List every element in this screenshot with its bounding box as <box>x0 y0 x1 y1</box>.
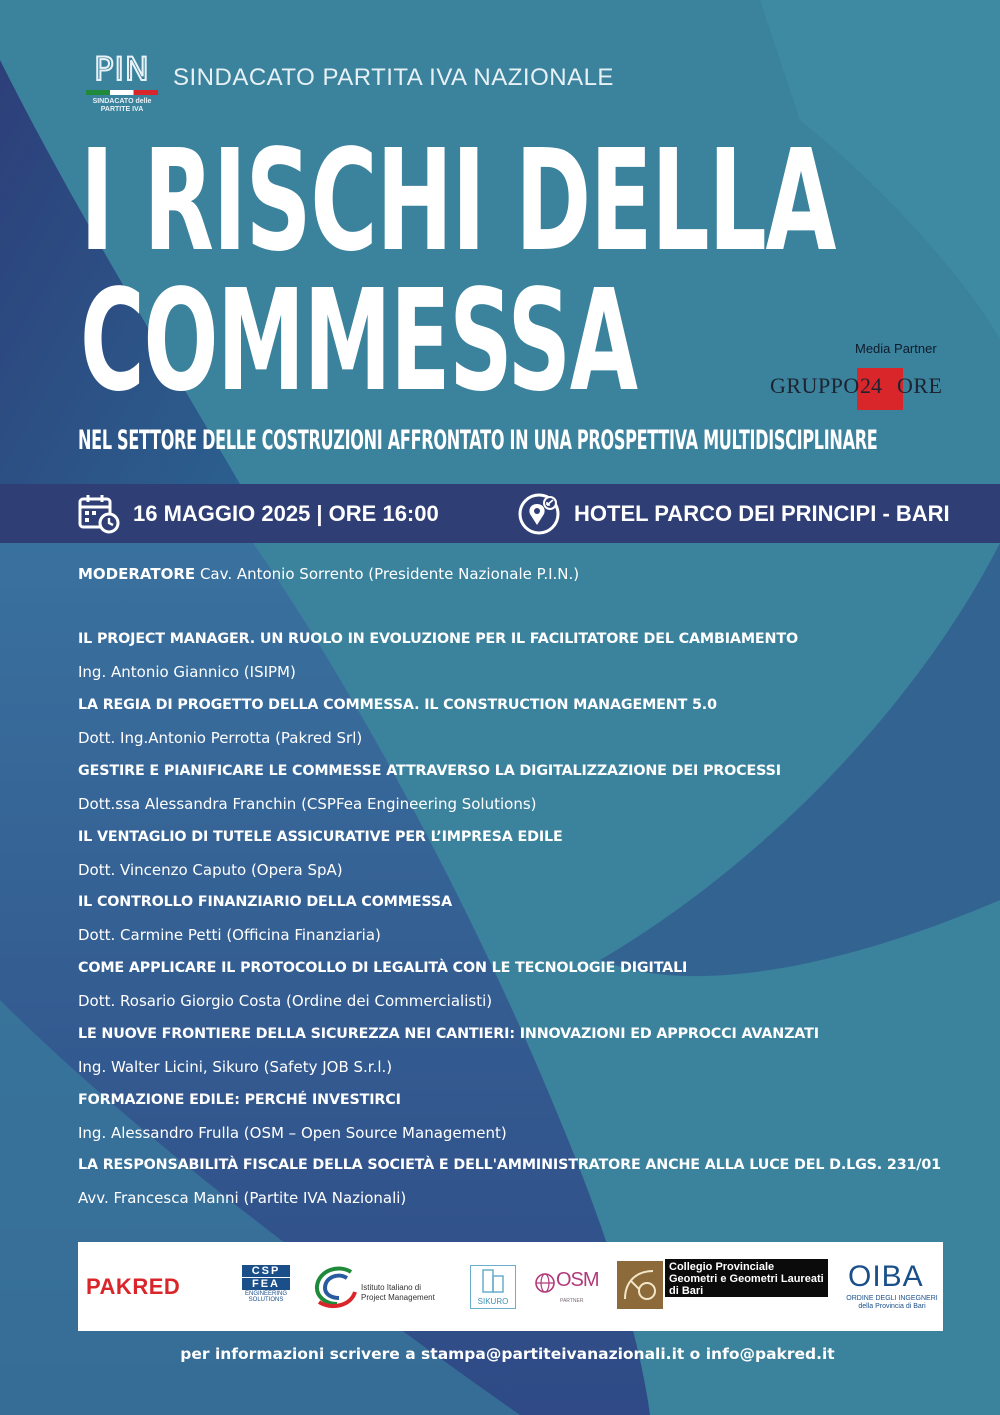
gruppo-24-ore-text-right: ORE <box>897 373 943 398</box>
talk-speaker-6: Dott. Rosario Giorgio Costa (Ordine dei Commercialisti) <box>78 992 493 1010</box>
talk-title-2: LA REGIA DI PROGETTO DELLA COMMESSA. IL CONSTRUCTION MANAGEMENT 5.0 <box>78 697 717 713</box>
pin-logo-subtext-1: SINDACATO delle <box>92 98 152 105</box>
gruppo-24-ore-logo <box>770 368 950 408</box>
event-title-line-1: I RISCHI DELLA <box>80 120 836 283</box>
geometri-bari-emblem <box>617 1261 663 1309</box>
italian-flag-stripe <box>86 90 158 95</box>
talk-title-4: IL VENTAGLIO DI TUTELE ASSICURATIVE PER L’IMPRESA EDILE <box>78 829 563 845</box>
pin-logo <box>84 52 160 118</box>
cspfea-logo-row-2: FEA <box>242 1278 290 1290</box>
gruppo-24-ore-number: 24 <box>860 373 882 398</box>
talk-title-9: LA RESPONSABILITÀ FISCALE DELLA SOCIETÀ E DELL'AMMINISTRATORE ANCHE ALLA LUCE DEL D.LGS. 231/01 <box>78 1157 941 1173</box>
isipm-logo-text-1: Istituto Italiano di <box>361 1283 422 1292</box>
oiba-logo-subtext-1: ORDINE DEGLI INGEGNERI <box>846 1295 938 1302</box>
talk-speaker-7: Ing. Walter Licini, Sikuro (Safety JOB S.r.l.) <box>78 1058 393 1076</box>
cspfea-logo <box>242 1265 290 1309</box>
cspfea-logo-row-1: CSP <box>242 1265 290 1277</box>
oiba-logo <box>846 1260 938 1312</box>
talk-speaker-8: Ing. Alessandro Frulla (OSM – Open Source Management) <box>78 1124 507 1142</box>
talk-title-6: COME APPLICARE IL PROTOCOLLO DI LEGALITÀ CON LE TECNOLOGIE DIGITALI <box>78 960 688 976</box>
osm-partner-text: PARTNER <box>560 1298 584 1304</box>
moderator-line <box>78 565 579 583</box>
geometri-logo-line-3: di Bari <box>669 1285 704 1297</box>
event-title-line-2: COMMESSA <box>80 260 637 423</box>
osm-logo-text: OSM <box>556 1269 599 1291</box>
contact-info: per informazioni scrivere a stampa@partiteivanazionali.it o info@pakred.it <box>180 1345 835 1363</box>
geometri-logo-line-2: Geometri e Geometri Laureati <box>669 1273 824 1285</box>
event-subtitle: NEL SETTORE DELLE COSTRUZIONI AFFRONTATO IN UNA PROSPETTIVA MULTIDISCIPLINARE <box>78 425 878 456</box>
gruppo-24-ore-text-left: GRUPPO <box>770 373 860 398</box>
pin-logo-letters: PIN <box>94 50 150 88</box>
oiba-logo-text: OIBA <box>848 1260 924 1293</box>
moderator-label: MODERATORE <box>78 565 196 583</box>
talk-title-5: IL CONTROLLO FINANZIARIO DELLA COMMESSA <box>78 894 452 910</box>
talk-speaker-2: Dott. Ing.Antonio Perrotta (Pakred Srl) <box>78 729 363 747</box>
isipm-logo <box>311 1262 441 1312</box>
geometri-logo-line-1: Collegio Provinciale <box>669 1261 775 1273</box>
talk-title-8: FORMAZIONE EDILE: PERCHÉ INVESTIRCI <box>78 1092 401 1108</box>
talk-speaker-5: Dott. Carmine Petti (Officina Finanziaria) <box>78 926 381 944</box>
sikuro-building-icon <box>471 1266 515 1296</box>
media-partner-label: Media Partner <box>855 341 937 356</box>
sponsor-logos-panel <box>78 1242 943 1331</box>
talk-title-3: GESTIRE E PIANIFICARE LE COMMESSE ATTRAVERSO LA DIGITALIZZAZIONE DEI PROCESSI <box>78 763 781 779</box>
pakred-logo: PAKRED <box>86 1274 181 1299</box>
location-pin-icon <box>517 492 561 536</box>
pin-logo-subtext-2: PARTITE IVA <box>100 106 144 113</box>
talk-title-1: IL PROJECT MANAGER. UN RUOLO IN EVOLUZIONE PER IL FACILITATORE DEL CAMBIAMENTO <box>78 631 798 647</box>
talk-title-7: LE NUOVE FRONTIERE DELLA SICUREZZA NEI CANTIERI: INNOVAZIONI ED APPROCCI AVANZATI <box>78 1026 819 1042</box>
cspfea-logo-caption: ENGINEERING SOLUTIONS <box>244 1291 287 1303</box>
talk-speaker-1: Ing. Antonio Giannico (ISIPM) <box>78 663 296 681</box>
event-location: HOTEL PARCO DEI PRINCIPI - BARI <box>574 501 950 526</box>
talk-speaker-9: Avv. Francesca Manni (Partite IVA Nazionali) <box>78 1189 407 1207</box>
event-date-time: 16 MAGGIO 2025 | ORE 16:00 <box>133 501 439 526</box>
osm-logo <box>534 1268 606 1308</box>
geometri-emblem-icon <box>617 1261 663 1309</box>
geometri-bari-logo-text <box>665 1259 828 1297</box>
talk-speaker-4: Dott. Vincenzo Caputo (Opera SpA) <box>78 861 343 879</box>
sikuro-logo-text: SIKURO <box>477 1297 509 1306</box>
moderator-name: Cav. Antonio Sorrento (Presidente Nazionale P.I.N.) <box>199 565 580 583</box>
calendar-clock-icon <box>78 494 120 534</box>
organization-name: SINDACATO PARTITA IVA NAZIONALE <box>173 64 614 91</box>
oiba-logo-subtext-2: della Provincia di Bari <box>858 1303 926 1310</box>
talk-speaker-3: Dott.ssa Alessandra Franchin (CSPFea Engineering Solutions) <box>78 795 537 813</box>
isipm-swirl-icon <box>311 1262 359 1312</box>
isipm-logo-text-2: Project Management <box>361 1293 435 1302</box>
sikuro-logo <box>470 1265 516 1309</box>
osm-globe-icon <box>534 1272 556 1294</box>
